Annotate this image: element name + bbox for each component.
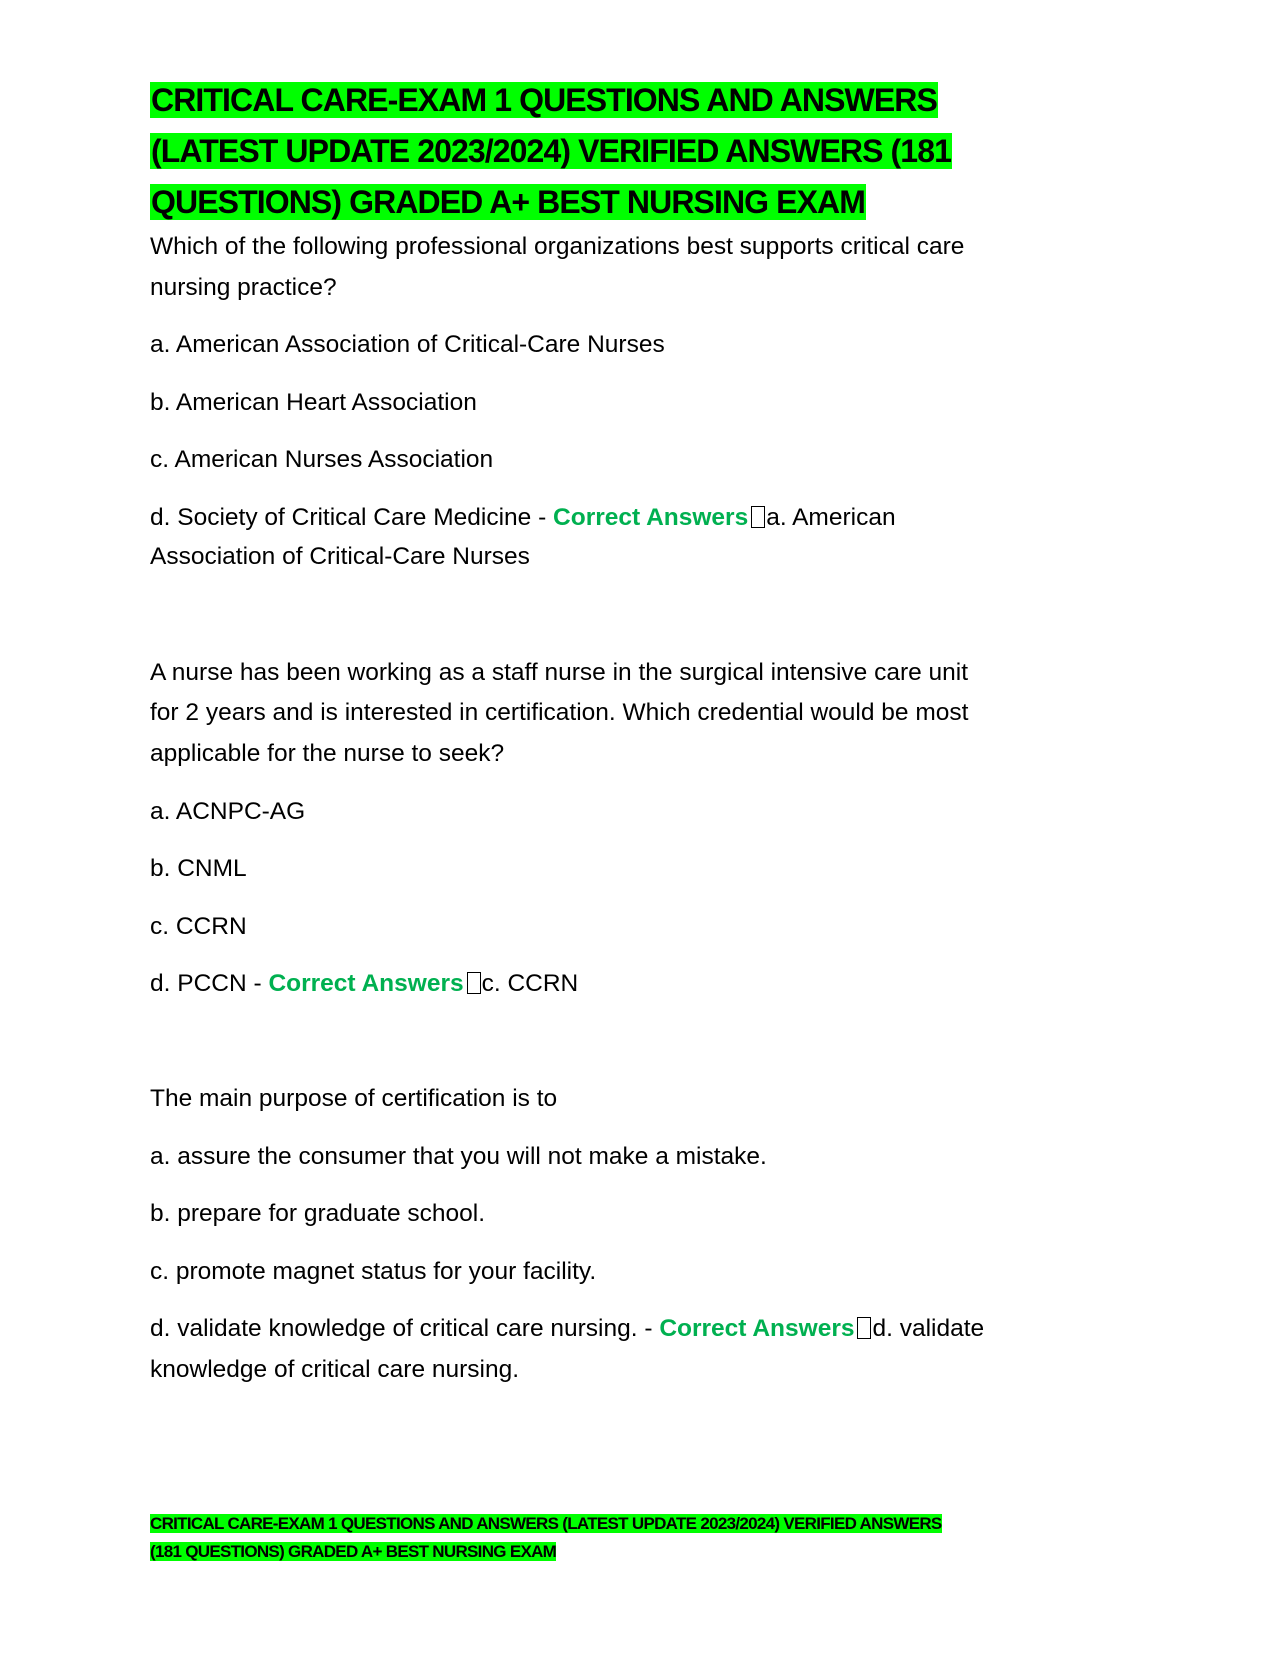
option: c. promote magnet status for your facility. <box>150 1258 597 1285</box>
missing-glyph-box-icon <box>857 1317 871 1339</box>
text-segment: QUESTIONS) GRADED A+ BEST NURSING EXAM <box>151 184 866 220</box>
title-line <box>150 75 938 126</box>
title-line <box>150 126 952 177</box>
option-with-answer <box>150 501 896 535</box>
footer-line <box>150 1538 556 1566</box>
option: a. ACNPC-AG <box>150 798 306 825</box>
correct-answers-label: Correct Answers <box>659 1315 855 1342</box>
text-segment: (LATEST UPDATE 2023/2024) VERIFIED ANSWERS (181 <box>151 133 951 169</box>
option-with-answer <box>150 967 578 1001</box>
answer-continuation: Association of Critical-Care Nurses <box>150 543 530 570</box>
text-segment: CRITICAL CARE-EXAM 1 QUESTIONS AND ANSWERS (LATEST UPDATE 2023/2024) VERIFIED ANSWERS <box>150 1514 942 1533</box>
missing-glyph-box-icon <box>467 972 481 994</box>
text-segment: a. American <box>766 504 896 531</box>
option: b. American Heart Association <box>150 389 477 416</box>
missing-glyph-box-icon <box>751 506 765 528</box>
text-segment: d. validate <box>872 1315 985 1342</box>
title-line <box>150 177 866 228</box>
option-with-answer <box>150 1312 984 1346</box>
option: a. assure the consumer that you will not make a mistake. <box>150 1143 767 1170</box>
option: c. CCRN <box>150 913 247 940</box>
text-segment: d. PCCN - <box>150 970 269 997</box>
text-segment: CRITICAL CARE-EXAM 1 QUESTIONS AND ANSWERS <box>151 82 937 118</box>
question-stem: Which of the following professional organizations best supports critical care <box>150 233 965 260</box>
question-stem: nursing practice? <box>150 274 337 301</box>
question-stem: applicable for the nurse to seek? <box>150 740 505 767</box>
text-segment: d. Society of Critical Care Medicine - <box>150 504 554 531</box>
text-segment: (181 QUESTIONS) GRADED A+ BEST NURSING EXAM <box>150 1542 557 1561</box>
question-stem: The main purpose of certification is to <box>150 1085 558 1112</box>
correct-answers-label: Correct Answers <box>268 970 464 997</box>
option: c. American Nurses Association <box>150 446 494 473</box>
question-stem: A nurse has been working as a staff nurse in the surgical intensive care unit <box>150 659 969 686</box>
option: b. CNML <box>150 855 247 882</box>
footer-line <box>150 1510 942 1538</box>
text-segment: c. CCRN <box>481 970 579 997</box>
text-segment: d. validate knowledge of critical care nursing. - <box>150 1315 660 1342</box>
question-stem: for 2 years and is interested in certification. Which credential would be most <box>150 699 969 726</box>
option: a. American Association of Critical-Care Nurses <box>150 331 665 358</box>
answer-continuation: knowledge of critical care nursing. <box>150 1356 520 1383</box>
correct-answers-label: Correct Answers <box>553 504 749 531</box>
option: b. prepare for graduate school. <box>150 1200 486 1227</box>
